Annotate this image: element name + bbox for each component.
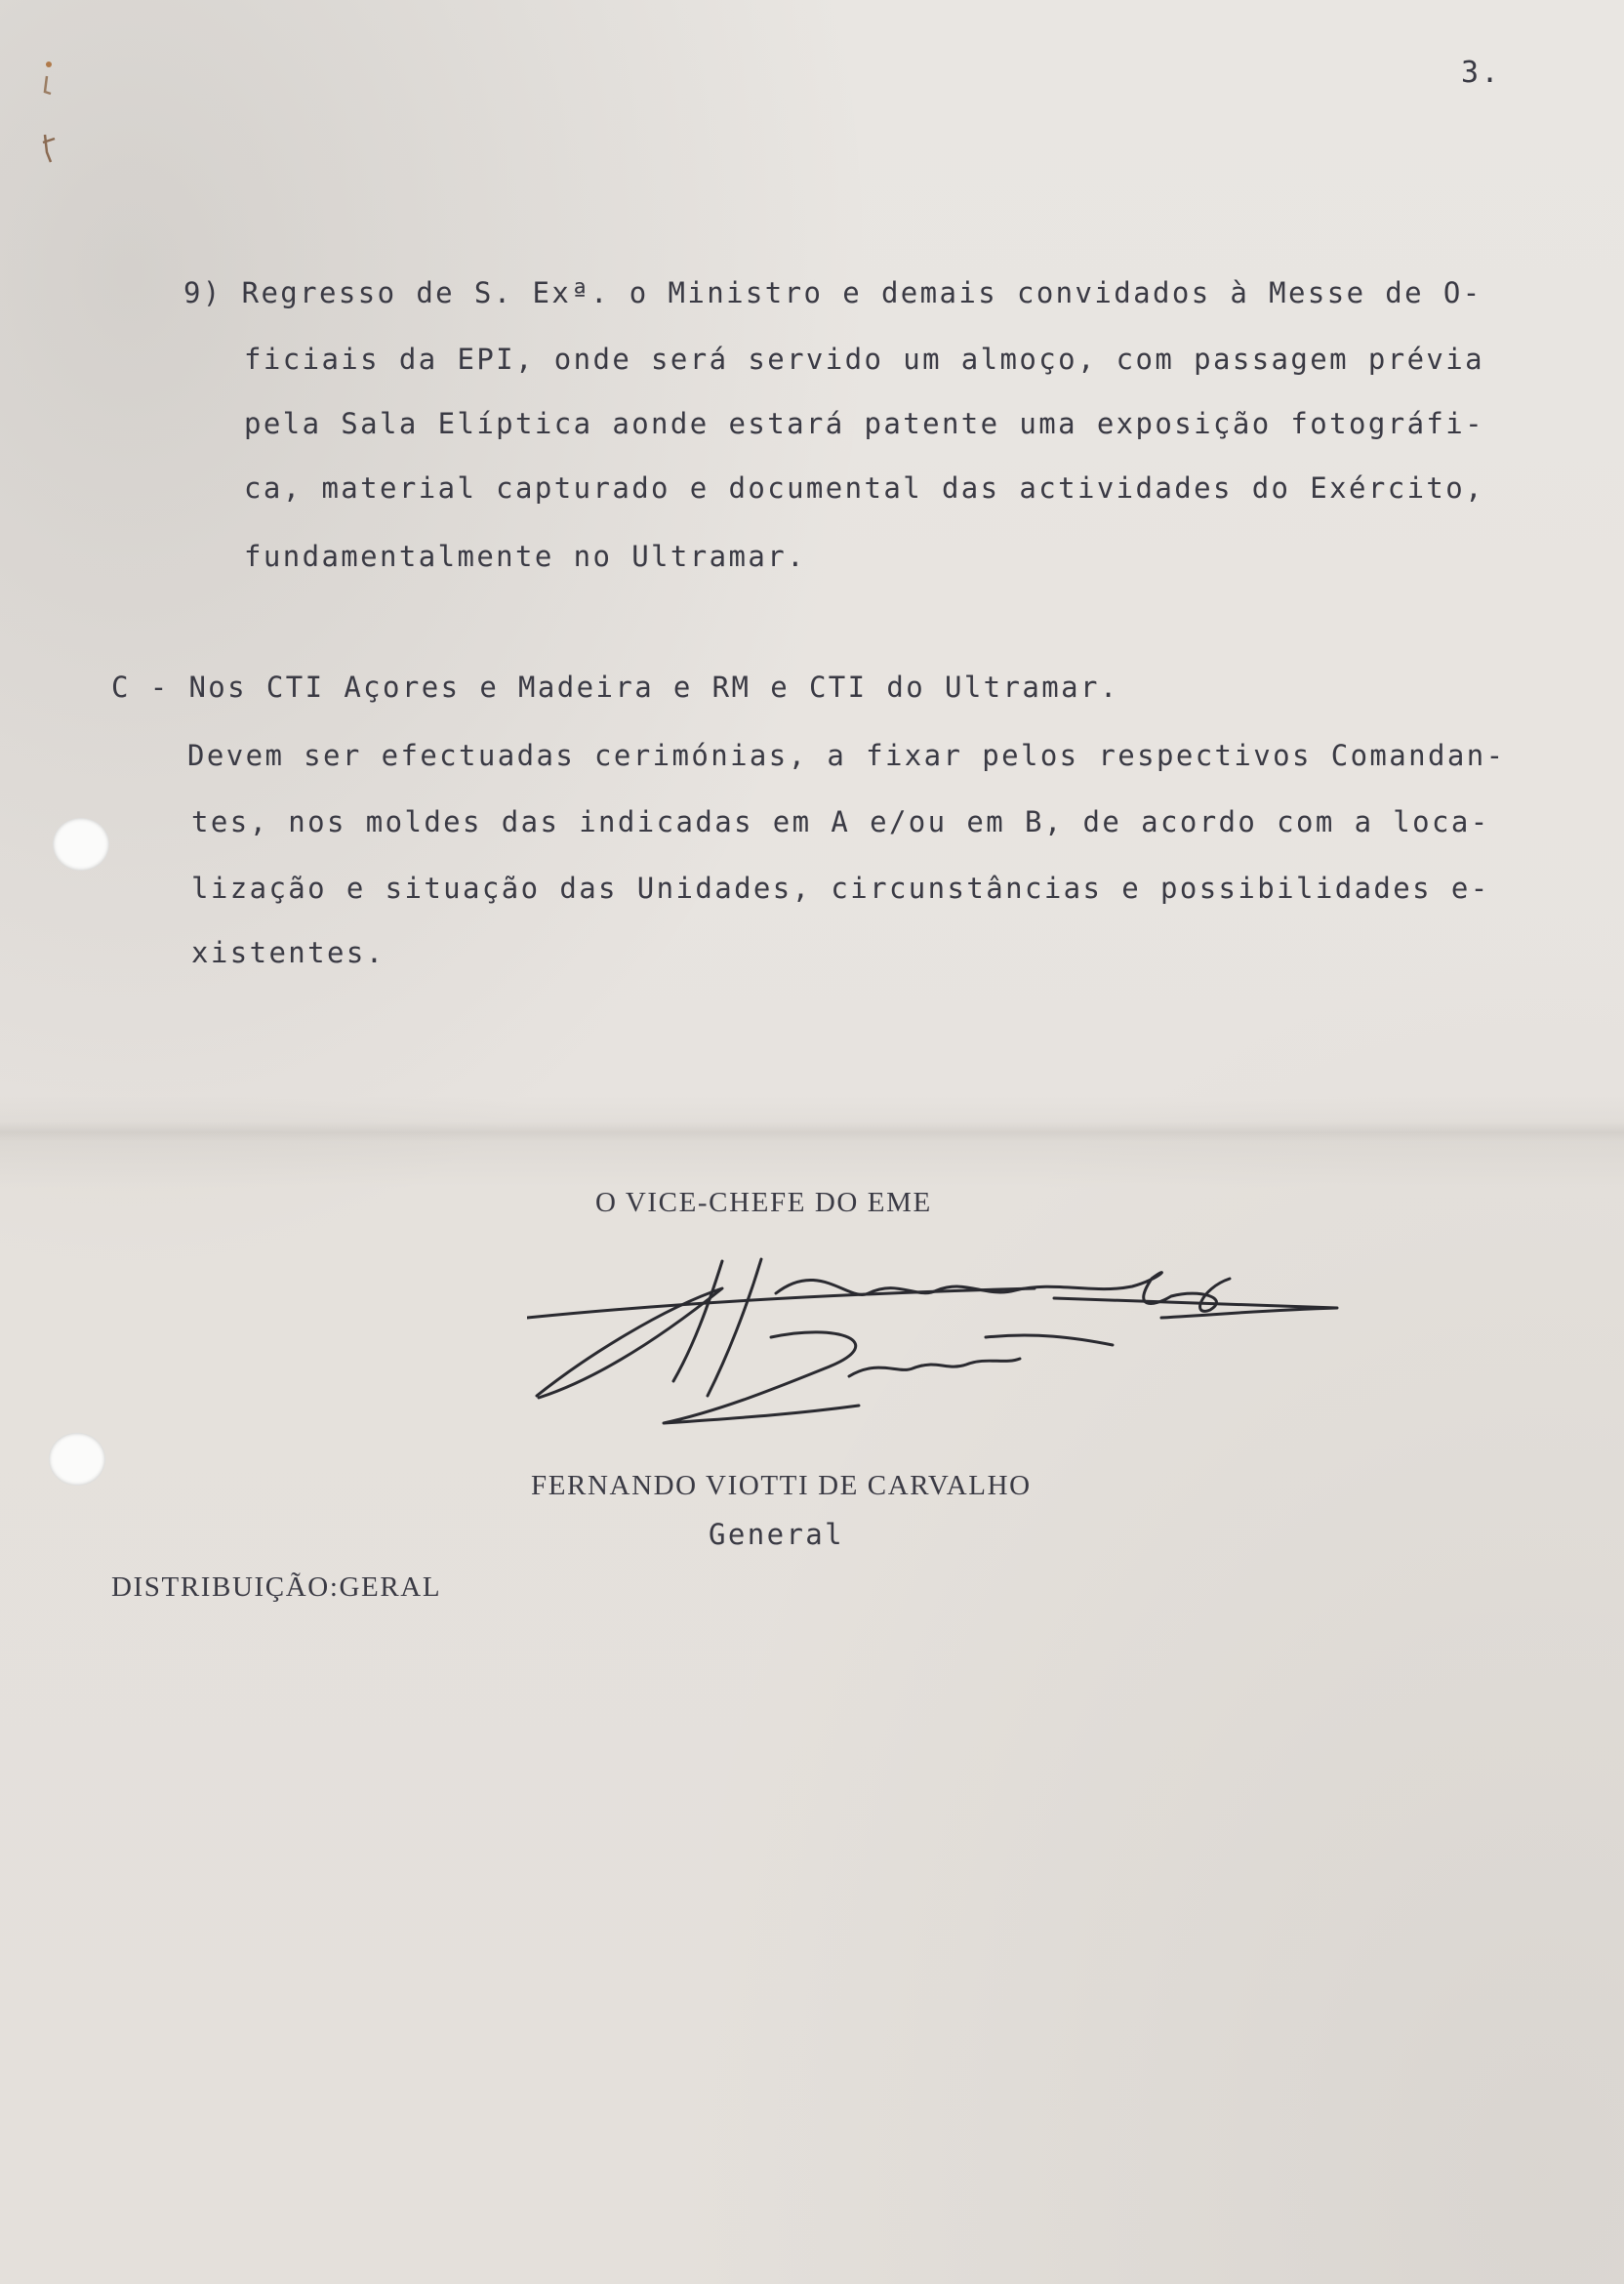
item-9-line-2: ficiais da EPI, onde será servido um almoço, com passagem prévia bbox=[244, 343, 1485, 376]
section-c-line-1: Devem ser efectuadas cerimónias, a fixar pelos respectivos Comandan- bbox=[187, 739, 1506, 772]
section-c-line-4: xistentes. bbox=[191, 936, 386, 969]
punch-hole-bottom bbox=[49, 1433, 105, 1486]
item-9-line-1: 9) Regresso de S. Exª. o Ministro e demais convidados à Messe de O- bbox=[183, 276, 1482, 309]
section-c-line-3: lização e situação das Unidades, circunstâncias e possibilidades e- bbox=[191, 872, 1490, 905]
signature-office: O VICE-CHEFE DO EME bbox=[595, 1187, 932, 1218]
rust-stain-icon bbox=[33, 55, 62, 172]
section-c-heading: C - Nos CTI Açores e Madeira e RM e CTI do Ultramar. bbox=[111, 671, 1119, 704]
item-9-line-5: fundamentalmente no Ultramar. bbox=[244, 540, 806, 573]
page-number: 3. bbox=[1461, 56, 1501, 90]
item-9-line-4: ca, material capturado e documental das actividades do Exército, bbox=[244, 471, 1485, 505]
punch-hole-top bbox=[53, 818, 109, 871]
signatory-name: FERNANDO VIOTTI DE CARVALHO bbox=[531, 1470, 1032, 1501]
handwritten-signature bbox=[527, 1249, 1347, 1435]
item-9-line-3: pela Sala Elíptica aonde estará patente uma exposição fotográfi- bbox=[244, 407, 1485, 440]
section-c-line-2: tes, nos moldes das indicadas em A e/ou em B, de acordo com a loca- bbox=[191, 805, 1490, 838]
signatory-rank: General bbox=[709, 1518, 845, 1551]
paper-fold bbox=[0, 1122, 1624, 1142]
distribution-line: DISTRIBUIÇÃO:GERAL bbox=[111, 1571, 442, 1603]
